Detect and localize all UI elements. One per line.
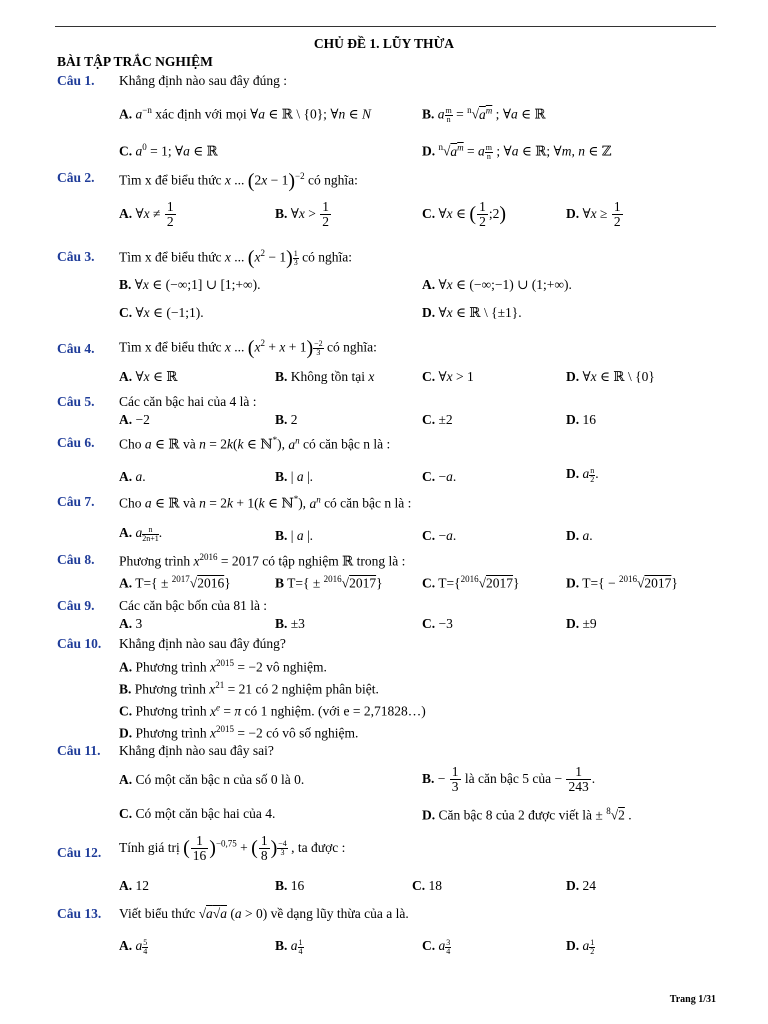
q3-option-d[interactable]: D. ∀x ∈ ℝ \ {±1}. — [422, 305, 522, 320]
q9-option-c[interactable]: C. −3 — [422, 616, 453, 631]
question-10: Câu 10. — [57, 636, 102, 651]
q6-option-c[interactable]: C. −a. — [422, 469, 457, 484]
q4-option-c[interactable]: C. ∀x > 1 — [422, 369, 474, 384]
question-7: Câu 7. — [57, 494, 95, 509]
q8-option-c[interactable]: C. T={$^{2016}$√2017} — [422, 574, 520, 591]
question-5-stem: Các căn bậc hai của 4 là : — [119, 394, 257, 409]
q3-option-c[interactable]: C. ∀x ∈ (−1;1). — [119, 305, 204, 320]
q7-option-c[interactable]: C. −a. — [422, 528, 457, 543]
question-4-stem: Tìm x để biểu thức x ... $(x^2 + x + 1)$ $\frac{-2}{3}$ có nghĩa: — [119, 337, 377, 359]
q2-option-a[interactable]: A. ∀x ≠ $\frac{1}{2}$ — [119, 199, 174, 230]
question-12: Câu 12. — [57, 845, 102, 860]
q10-option-d[interactable]: D. Phương trình $x^{2015} = -2$ có vô số nghiệm. — [119, 724, 359, 741]
q5-option-b[interactable]: B. 2 — [275, 412, 298, 427]
q1-option-d[interactable]: D. $^n√a^m = a$ $\frac{m}{n}$ ; ∀a ∈ ℝ; ∀m, n ∈ ℤ — [422, 142, 612, 161]
question-8: Câu 8. — [57, 552, 95, 567]
q9-option-a[interactable]: A. 3 — [119, 616, 143, 631]
question-10-stem: Khẳng định nào sau đây đúng? — [119, 636, 286, 651]
question-8-stem: Phương trình $x^{2016} = 2017$ có tập nghiệm ℝ trong là : — [119, 552, 406, 569]
page-title: CHỦ ĐỀ 1. LŨY THỪA — [313, 36, 455, 51]
q2-option-b[interactable]: B. ∀x > $\frac{1}{2}$ — [275, 199, 330, 230]
q7-option-d[interactable]: D. a. — [566, 528, 593, 543]
question-12-stem: Tính giá trị ( $\frac{1}{16}$ )$^{-0,75}$ + ( $\frac{1}{8}$ ) $\frac{-4}{3}$ , ta được : — [119, 833, 346, 864]
q9-option-b[interactable]: B. ±3 — [275, 616, 305, 631]
q5-option-d[interactable]: D. 16 — [566, 412, 596, 427]
question-13-stem: Viết biểu thức √a√a (a > 0) về dạng lũy thừa của a là. — [119, 906, 409, 921]
q3-option-a[interactable]: A. ∀x ∈ (−∞;−1) ∪ (1;+∞). — [422, 277, 572, 292]
q8-option-a[interactable]: A. T={ ± $^{2017}$√2016} — [119, 574, 231, 591]
q12-option-d[interactable]: D. 24 — [566, 878, 596, 893]
q10-option-c[interactable]: C. Phương trình $x^e = \pi$ có 1 nghiệm. (với e = 2,71828…) — [119, 702, 426, 719]
question-2: Câu 2. — [57, 170, 95, 185]
q11-option-a[interactable]: A. Có một căn bậc n của số 0 là 0. — [119, 772, 305, 787]
question-3: Câu 3. — [57, 249, 95, 264]
q5-option-a[interactable]: A. −2 — [119, 412, 150, 427]
q12-option-a[interactable]: A. 12 — [119, 878, 149, 893]
question-11-stem: Khẳng định nào sau đây sai? — [119, 743, 274, 758]
q11-option-b[interactable]: B. − $\frac{1}{3}$ là căn bậc 5 của − $\frac{1}{243}$ . — [422, 764, 596, 795]
q7-option-b[interactable]: B. | a |. — [275, 528, 314, 543]
q6-option-a[interactable]: A. a. — [119, 469, 146, 484]
q7-option-a[interactable]: A. a $\frac{n}{2n+1}$ . — [119, 524, 163, 543]
question-5: Câu 5. — [57, 394, 95, 409]
question-9-stem: Các căn bậc bốn của 81 là : — [119, 598, 268, 613]
q12-option-c[interactable]: C. 18 — [412, 878, 442, 893]
top-rule — [55, 26, 716, 27]
q6-option-b[interactable]: B. | a |. — [275, 469, 314, 484]
question-9: Câu 9. — [57, 598, 95, 613]
section-heading: BÀI TẬP TRẮC NGHIỆM — [57, 54, 213, 69]
q2-option-d[interactable]: D. ∀x ≥ $\frac{1}{2}$ — [566, 199, 621, 230]
q8-option-d[interactable]: D. T={ − $^{2016}$√2017} — [566, 574, 678, 591]
q13-option-c[interactable]: C. a $\frac{3}{4}$ — [422, 937, 451, 956]
question-7-stem: Cho a ∈ ℝ và n = 2k + 1(k ∈ ℕ*), $a^n$ có căn bậc n là : — [119, 494, 412, 511]
q13-option-b[interactable]: B. a $\frac{1}{4}$ — [275, 937, 303, 956]
q1-option-c[interactable]: C. $a^0 = 1$; ∀a ∈ ℝ — [119, 142, 218, 159]
q11-option-c[interactable]: C. Có một căn bậc hai của 4. — [119, 806, 276, 821]
q1-option-b[interactable]: B. a $\frac{m}{n}$ = $^n√a^m$ ; ∀a ∈ ℝ — [422, 105, 546, 124]
q1-option-a[interactable]: A. $a^{-n}$ xác định với mọi ∀a ∈ ℝ \ {0}; ∀n ∈ N — [119, 105, 371, 122]
question-4: Câu 4. — [57, 341, 95, 356]
q10-option-b[interactable]: B. Phương trình $x^{21} = 21$ có 2 nghiệm phân biệt. — [119, 680, 379, 697]
q4-option-d[interactable]: D. ∀x ∈ ℝ \ {0} — [566, 369, 655, 384]
q11-option-d[interactable]: D. Căn bậc 8 của 2 được viết là ± $^8$√2 . — [422, 806, 632, 823]
q8-option-b[interactable]: B T={ ± $^{2016}$√2017} — [275, 574, 383, 591]
q10-option-a[interactable]: A. Phương trình $x^{2015} = -2$ vô nghiệm. — [119, 658, 327, 675]
question-3-stem: Tìm x để biểu thức x ... $(x^2 - 1)$ $\frac{1}{3}$ có nghĩa: — [119, 247, 353, 269]
q13-option-a[interactable]: A. a $\frac{5}{4}$ — [119, 937, 148, 956]
question-13: Câu 13. — [57, 906, 102, 921]
q4-option-b[interactable]: B. Không tồn tại x — [275, 369, 375, 384]
question-2-stem: Tìm x để biểu thức x ... $(2x - 1)^{-2}$ có nghĩa: — [119, 170, 358, 192]
q2-option-c[interactable]: C. ∀x ∈ ( $\frac{1}{2}$ ;2) — [422, 199, 506, 230]
q6-option-d[interactable]: D. a $\frac{n}{2}$ . — [566, 465, 599, 484]
q4-option-a[interactable]: A. ∀x ∈ ℝ — [119, 369, 178, 384]
question-11: Câu 11. — [57, 743, 101, 758]
q12-option-b[interactable]: B. 16 — [275, 878, 305, 893]
q5-option-c[interactable]: C. ±2 — [422, 412, 453, 427]
question-6-stem: Cho a ∈ ℝ và n = 2k(k ∈ ℕ*), $a^n$ có căn bậc n là : — [119, 435, 391, 452]
q9-option-d[interactable]: D. ±9 — [566, 616, 597, 631]
page-number: Trang 1/31 — [669, 994, 716, 1005]
question-1: Câu 1. — [57, 73, 95, 88]
question-6: Câu 6. — [57, 435, 95, 450]
q13-option-d[interactable]: D. a $\frac{1}{2}$ — [566, 937, 595, 956]
question-1-stem: Khẳng định nào sau đây đúng : — [119, 73, 287, 88]
q3-option-b[interactable]: B. ∀x ∈ (−∞;1] ∪ [1;+∞). — [119, 277, 261, 292]
